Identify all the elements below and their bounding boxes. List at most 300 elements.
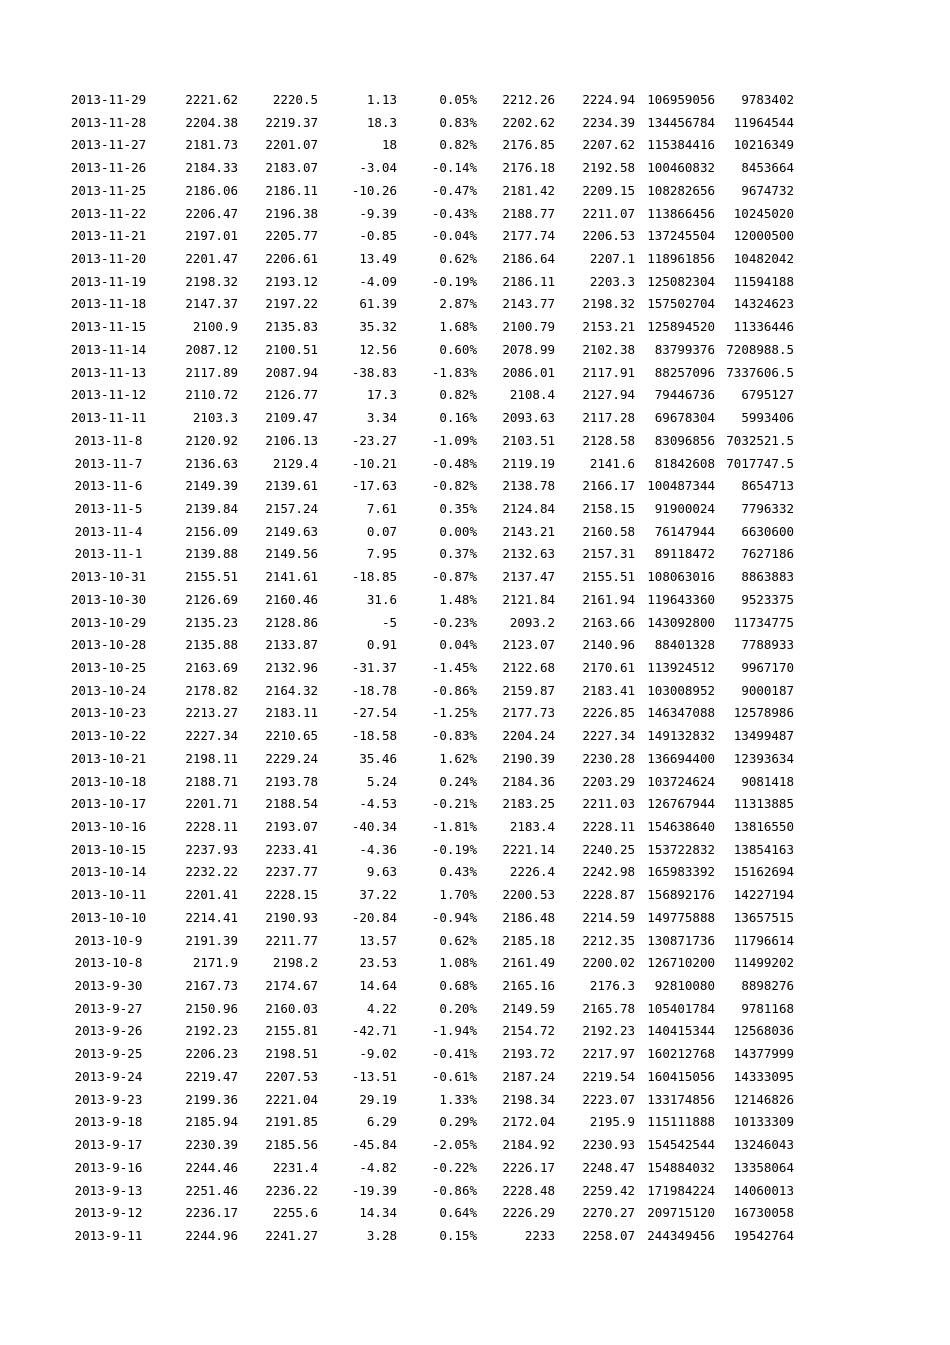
cell-amount: 12578986: [733, 705, 794, 721]
cell-amount: 11499202: [733, 955, 794, 971]
cell-change: 12.56: [359, 341, 397, 357]
cell-change-pct: -1.81%: [431, 819, 477, 834]
cell-high: 2270.27: [582, 1205, 635, 1221]
cell-date: 2013-11-4: [74, 523, 143, 539]
cell-amount: 13246043: [733, 1137, 794, 1153]
cell-volume: 83799376: [654, 341, 715, 357]
cell-open: 2163.69: [185, 659, 238, 675]
cell-low: 2122.68: [502, 659, 555, 675]
cell-low: 2187.24: [502, 1068, 555, 1084]
cell-open: 2198.11: [185, 750, 238, 766]
cell-volume: 91900024: [654, 500, 715, 516]
cell-open: 2135.88: [185, 637, 238, 653]
cell-volume: 126767944: [647, 796, 715, 812]
cell-change: 23.53: [359, 955, 397, 971]
cell-close: 2129.4: [272, 455, 318, 471]
cell-change-pct: -0.41%: [431, 1046, 477, 1062]
cell-close: 2220.5: [272, 92, 318, 107]
cell-change-pct: 1.33%: [439, 1091, 477, 1107]
cell-change: 14.64: [359, 978, 397, 994]
cell-change: 9.63: [366, 864, 397, 880]
cell-change: -18.58: [351, 728, 397, 744]
cell-low: 2143.21: [502, 523, 555, 539]
cell-volume: 154638640: [647, 819, 715, 834]
cell-low: 2233: [524, 1227, 555, 1243]
cell-high: 2160.58: [582, 523, 635, 539]
cell-change-pct: 0.62%: [439, 251, 477, 267]
cell-open: 2192.23: [185, 1023, 238, 1039]
cell-change: 0.91: [366, 637, 397, 653]
cell-close: 2219.37: [265, 114, 318, 130]
cell-change: 6.29: [366, 1114, 397, 1130]
cell-date: 2013-9-12: [74, 1205, 143, 1221]
cell-volume: 244349456: [647, 1227, 715, 1243]
cell-date: 2013-11-25: [70, 182, 147, 198]
cell-amount: 12568036: [733, 1023, 794, 1039]
cell-date: 2013-11-15: [70, 319, 147, 335]
cell-high: 2192.23: [582, 1023, 635, 1039]
cell-high: 2203.29: [582, 773, 635, 789]
cell-low: 2193.72: [502, 1046, 555, 1062]
cell-low: 2186.11: [502, 273, 555, 289]
cell-close: 2207.53: [265, 1068, 318, 1084]
cell-low: 2143.77: [502, 296, 555, 312]
cell-close: 2157.24: [265, 500, 318, 516]
cell-low: 2119.19: [502, 455, 555, 471]
cell-open: 2206.47: [185, 205, 238, 221]
cell-change: 4.22: [366, 1000, 397, 1016]
cell-low: 2123.07: [502, 637, 555, 653]
cell-close: 2128.86: [265, 614, 318, 630]
cell-change: 14.34: [359, 1205, 397, 1221]
cell-volume: 149775888: [647, 909, 715, 925]
cell-change: 1.13: [366, 92, 397, 107]
cell-amount: 14377999: [733, 1046, 794, 1062]
cell-date: 2013-11-13: [70, 364, 147, 380]
cell-change: -17.63: [351, 478, 397, 494]
cell-volume: 165983392: [647, 864, 715, 880]
cell-high: 2223.07: [582, 1091, 635, 1107]
cell-volume: 108282656: [647, 182, 715, 198]
cell-volume: 156892176: [647, 887, 715, 903]
cell-close: 2211.77: [265, 932, 318, 948]
cell-date: 2013-10-31: [70, 569, 147, 585]
cell-open: 2206.23: [185, 1046, 238, 1062]
cell-amount: 12000500: [733, 228, 794, 244]
cell-close: 2255.6: [272, 1205, 318, 1221]
cell-date: 2013-10-29: [70, 614, 147, 630]
cell-low: 2226.17: [502, 1159, 555, 1175]
cell-date: 2013-10-28: [70, 637, 147, 653]
cell-change: -9.39: [359, 205, 397, 221]
cell-date: 2013-9-18: [74, 1114, 143, 1130]
cell-change: 0.07: [366, 523, 397, 539]
cell-amount: 5993406: [741, 410, 794, 426]
cell-volume: 153722832: [647, 841, 715, 857]
cell-close: 2186.11: [265, 182, 318, 198]
cell-close: 2193.12: [265, 273, 318, 289]
cell-low: 2184.92: [502, 1137, 555, 1153]
cell-open: 2171.9: [192, 955, 238, 971]
cell-close: 2185.56: [265, 1137, 318, 1153]
cell-change-pct: -0.61%: [431, 1068, 477, 1084]
cell-high: 2158.15: [582, 500, 635, 516]
cell-open: 2188.71: [185, 773, 238, 789]
cell-low: 2184.36: [502, 773, 555, 789]
cell-date: 2013-9-25: [74, 1046, 143, 1062]
cell-change: 29.19: [359, 1091, 397, 1107]
cell-change-pct: 1.08%: [439, 955, 477, 971]
cell-volume: 125894520: [647, 319, 715, 335]
cell-change-pct: -0.19%: [431, 841, 477, 857]
cell-date: 2013-11-29: [70, 92, 147, 107]
cell-change-pct: -0.43%: [431, 205, 477, 221]
cell-change: -10.21: [351, 455, 397, 471]
cell-open: 2135.23: [185, 614, 238, 630]
cell-low: 2190.39: [502, 750, 555, 766]
cell-change-pct: 0.24%: [439, 773, 477, 789]
cell-high: 2212.35: [582, 932, 635, 948]
cell-change-pct: 0.60%: [439, 341, 477, 357]
cell-change-pct: 0.64%: [439, 1205, 477, 1221]
cell-volume: 126710200: [647, 955, 715, 971]
cell-high: 2226.85: [582, 705, 635, 721]
cell-close: 2193.07: [265, 819, 318, 834]
cell-volume: 88257096: [654, 364, 715, 380]
cell-open: 2214.41: [185, 909, 238, 925]
cell-change-pct: -1.45%: [431, 659, 477, 675]
cell-date: 2013-10-18: [70, 773, 147, 789]
cell-date: 2013-11-1: [74, 546, 143, 562]
cell-change: 31.6: [366, 591, 397, 607]
cell-low: 2137.47: [502, 569, 555, 585]
cell-open: 2201.71: [185, 796, 238, 812]
cell-close: 2139.61: [265, 478, 318, 494]
cell-close: 2241.27: [265, 1227, 318, 1243]
cell-close: 2197.22: [265, 296, 318, 312]
cell-volume: 88401328: [654, 637, 715, 653]
cell-change: -4.53: [359, 796, 397, 812]
cell-low: 2200.53: [502, 887, 555, 903]
cell-volume: 154542544: [647, 1137, 715, 1153]
cell-open: 2186.06: [185, 182, 238, 198]
cell-change-pct: -0.82%: [431, 478, 477, 494]
cell-close: 2126.77: [265, 387, 318, 403]
cell-change: -20.84: [351, 909, 397, 925]
cell-change-pct: -0.47%: [431, 182, 477, 198]
cell-change-pct: 0.68%: [439, 978, 477, 994]
cell-amount: 11734775: [733, 614, 794, 630]
cell-date: 2013-11-21: [70, 228, 147, 244]
cell-close: 2155.81: [265, 1023, 318, 1039]
cell-change-pct: 2.87%: [439, 296, 477, 312]
cell-volume: 160415056: [647, 1068, 715, 1084]
cell-close: 2133.87: [265, 637, 318, 653]
cell-amount: 11336446: [733, 319, 794, 335]
cell-change-pct: -0.86%: [431, 682, 477, 698]
cell-change-pct: 0.35%: [439, 500, 477, 516]
cell-amount: 6630600: [741, 523, 794, 539]
cell-change: -23.27: [351, 432, 397, 448]
cell-date: 2013-10-17: [70, 796, 147, 812]
cell-volume: 149132832: [647, 728, 715, 744]
cell-change-pct: -1.25%: [431, 705, 477, 721]
cell-date: 2013-10-16: [70, 819, 147, 834]
cell-change-pct: -0.22%: [431, 1159, 477, 1175]
cell-low: 2103.51: [502, 432, 555, 448]
cell-low: 2154.72: [502, 1023, 555, 1039]
cell-low: 2078.99: [502, 341, 555, 357]
cell-date: 2013-11-12: [70, 387, 147, 403]
cell-close: 2221.04: [265, 1091, 318, 1107]
cell-amount: 14333095: [733, 1068, 794, 1084]
cell-amount: 7788933: [741, 637, 794, 653]
cell-open: 2126.69: [185, 591, 238, 607]
cell-amount: 13816550: [733, 819, 794, 834]
cell-open: 2221.62: [185, 92, 238, 107]
cell-amount: 7032521.5: [726, 432, 794, 448]
cell-date: 2013-11-6: [74, 478, 143, 494]
cell-volume: 118961856: [647, 251, 715, 267]
cell-change: 13.57: [359, 932, 397, 948]
cell-close: 2231.4: [272, 1159, 318, 1175]
cell-volume: 143092800: [647, 614, 715, 630]
cell-volume: 171984224: [647, 1182, 715, 1198]
cell-open: 2198.32: [185, 273, 238, 289]
cell-close: 2236.22: [265, 1182, 318, 1198]
cell-open: 2197.01: [185, 228, 238, 244]
cell-high: 2128.58: [582, 432, 635, 448]
cell-close: 2087.94: [265, 364, 318, 380]
cell-change-pct: 0.43%: [439, 864, 477, 880]
cell-change: -5: [381, 614, 397, 630]
cell-volume: 130871736: [647, 932, 715, 948]
cell-change: -3.04: [359, 160, 397, 176]
cell-amount: 6795127: [741, 387, 794, 403]
cell-date: 2013-10-30: [70, 591, 147, 607]
cell-open: 2156.09: [185, 523, 238, 539]
cell-amount: 9967170: [741, 659, 794, 675]
cell-volume: 103008952: [647, 682, 715, 698]
cell-change-pct: 0.16%: [439, 410, 477, 426]
cell-close: 2183.07: [265, 160, 318, 176]
cell-high: 2165.78: [582, 1000, 635, 1016]
cell-volume: 69678304: [654, 410, 715, 426]
cell-open: 2117.89: [185, 364, 238, 380]
cell-open: 2228.11: [185, 819, 238, 834]
cell-amount: 10133309: [733, 1114, 794, 1130]
cell-low: 2138.78: [502, 478, 555, 494]
cell-volume: 113924512: [647, 659, 715, 675]
cell-high: 2224.94: [582, 92, 635, 107]
cell-change-pct: -0.83%: [431, 728, 477, 744]
cell-high: 2230.93: [582, 1137, 635, 1153]
cell-high: 2211.03: [582, 796, 635, 812]
cell-volume: 125082304: [647, 273, 715, 289]
cell-volume: 108063016: [647, 569, 715, 585]
cell-change-pct: 1.62%: [439, 750, 477, 766]
cell-open: 2136.63: [185, 455, 238, 471]
cell-high: 2234.39: [582, 114, 635, 130]
cell-change-pct: -0.14%: [431, 160, 477, 176]
cell-high: 2198.32: [582, 296, 635, 312]
cell-change-pct: 0.20%: [439, 1000, 477, 1016]
cell-date: 2013-10-9: [74, 932, 143, 948]
cell-change: -27.54: [351, 705, 397, 721]
cell-change-pct: -0.94%: [431, 909, 477, 925]
cell-close: 2233.41: [265, 841, 318, 857]
cell-close: 2228.15: [265, 887, 318, 903]
cell-date: 2013-11-14: [70, 341, 147, 357]
cell-low: 2093.2: [509, 614, 555, 630]
cell-amount: 11313885: [733, 796, 794, 812]
cell-low: 2202.62: [502, 114, 555, 130]
cell-open: 2178.82: [185, 682, 238, 698]
cell-volume: 134456784: [647, 114, 715, 130]
cell-amount: 8898276: [741, 978, 794, 994]
cell-change-pct: 0.00%: [439, 523, 477, 539]
cell-close: 2183.11: [265, 705, 318, 721]
cell-change-pct: -1.94%: [431, 1023, 477, 1039]
cell-high: 2176.3: [589, 978, 635, 994]
cell-close: 2229.24: [265, 750, 318, 766]
cell-change-pct: 0.05%: [439, 92, 477, 107]
cell-change: -40.34: [351, 819, 397, 834]
cell-high: 2192.58: [582, 160, 635, 176]
cell-high: 2163.66: [582, 614, 635, 630]
cell-open: 2191.39: [185, 932, 238, 948]
cell-high: 2227.34: [582, 728, 635, 744]
cell-change: 3.28: [366, 1227, 397, 1243]
cell-low: 2204.24: [502, 728, 555, 744]
cell-amount: 11594188: [733, 273, 794, 289]
cell-amount: 16730058: [733, 1205, 794, 1221]
cell-volume: 105401784: [647, 1000, 715, 1016]
cell-change: 13.49: [359, 251, 397, 267]
cell-low: 2226.29: [502, 1205, 555, 1221]
cell-low: 2161.49: [502, 955, 555, 971]
cell-amount: 9000187: [741, 682, 794, 698]
cell-high: 2166.17: [582, 478, 635, 494]
cell-high: 2240.25: [582, 841, 635, 857]
cell-date: 2013-9-24: [74, 1068, 143, 1084]
cell-amount: 9081418: [741, 773, 794, 789]
cell-high: 2102.38: [582, 341, 635, 357]
cell-date: 2013-10-24: [70, 682, 147, 698]
cell-date: 2013-9-26: [74, 1023, 143, 1039]
cell-date: 2013-9-17: [74, 1137, 143, 1153]
cell-amount: 7627186: [741, 546, 794, 562]
cell-volume: 133174856: [647, 1091, 715, 1107]
cell-open: 2230.39: [185, 1137, 238, 1153]
cell-volume: 83096856: [654, 432, 715, 448]
cell-date: 2013-11-18: [70, 296, 147, 312]
cell-high: 2228.11: [582, 819, 635, 834]
cell-close: 2198.51: [265, 1046, 318, 1062]
cell-open: 2219.47: [185, 1068, 238, 1084]
cell-amount: 9781168: [741, 1000, 794, 1016]
cell-change-pct: -1.83%: [431, 364, 477, 380]
cell-date: 2013-11-27: [70, 137, 147, 153]
cell-date: 2013-10-8: [74, 955, 143, 971]
cell-change-pct: 1.48%: [439, 591, 477, 607]
cell-close: 2106.13: [265, 432, 318, 448]
cell-open: 2087.12: [185, 341, 238, 357]
cell-date: 2013-10-21: [70, 750, 147, 766]
cell-change: -45.84: [351, 1137, 397, 1153]
cell-close: 2174.67: [265, 978, 318, 994]
cell-amount: 8654713: [741, 478, 794, 494]
cell-amount: 9674732: [741, 182, 794, 198]
cell-volume: 119643360: [647, 591, 715, 607]
cell-high: 2242.98: [582, 864, 635, 880]
cell-change-pct: -0.04%: [431, 228, 477, 244]
cell-change-pct: -0.19%: [431, 273, 477, 289]
cell-change-pct: -0.48%: [431, 455, 477, 471]
cell-close: 2191.85: [265, 1114, 318, 1130]
cell-low: 2181.42: [502, 182, 555, 198]
cell-date: 2013-9-27: [74, 1000, 143, 1016]
cell-date: 2013-9-30: [74, 978, 143, 994]
cell-low: 2159.87: [502, 682, 555, 698]
cell-open: 2155.51: [185, 569, 238, 585]
cell-change-pct: 1.68%: [439, 319, 477, 335]
cell-amount: 14060013: [733, 1182, 794, 1198]
cell-change: -38.83: [351, 364, 397, 380]
cell-amount: 13358064: [733, 1159, 794, 1175]
cell-open: 2201.41: [185, 887, 238, 903]
cell-low: 2132.63: [502, 546, 555, 562]
cell-high: 2258.07: [582, 1227, 635, 1243]
cell-volume: 113866456: [647, 205, 715, 221]
cell-close: 2237.77: [265, 864, 318, 880]
cell-close: 2193.78: [265, 773, 318, 789]
cell-change: -0.85: [359, 228, 397, 244]
cell-date: 2013-9-13: [74, 1182, 143, 1198]
cell-high: 2157.31: [582, 546, 635, 562]
cell-change-pct: -2.05%: [431, 1137, 477, 1153]
cell-high: 2200.02: [582, 955, 635, 971]
cell-volume: 140415344: [647, 1023, 715, 1039]
cell-open: 2227.34: [185, 728, 238, 744]
cell-open: 2150.96: [185, 1000, 238, 1016]
cell-open: 2185.94: [185, 1114, 238, 1130]
cell-low: 2100.79: [502, 319, 555, 335]
cell-low: 2221.14: [502, 841, 555, 857]
cell-high: 2153.21: [582, 319, 635, 335]
cell-low: 2177.74: [502, 228, 555, 244]
cell-change: 37.22: [359, 887, 397, 903]
cell-amount: 10216349: [733, 137, 794, 153]
cell-low: 2186.64: [502, 251, 555, 267]
cell-amount: 8453664: [741, 160, 794, 176]
cell-close: 2196.38: [265, 205, 318, 221]
cell-change-pct: 0.29%: [439, 1114, 477, 1130]
cell-open: 2199.36: [185, 1091, 238, 1107]
cell-date: 2013-11-20: [70, 251, 147, 267]
cell-open: 2103.3: [192, 410, 238, 426]
cell-volume: 81842608: [654, 455, 715, 471]
cell-close: 2100.51: [265, 341, 318, 357]
cell-amount: 14227194: [733, 887, 794, 903]
cell-open: 2237.93: [185, 841, 238, 857]
cell-amount: 8863883: [741, 569, 794, 585]
cell-high: 2230.28: [582, 750, 635, 766]
cell-change: -42.71: [351, 1023, 397, 1039]
cell-close: 2188.54: [265, 796, 318, 812]
cell-open: 2236.17: [185, 1205, 238, 1221]
cell-low: 2093.63: [502, 410, 555, 426]
